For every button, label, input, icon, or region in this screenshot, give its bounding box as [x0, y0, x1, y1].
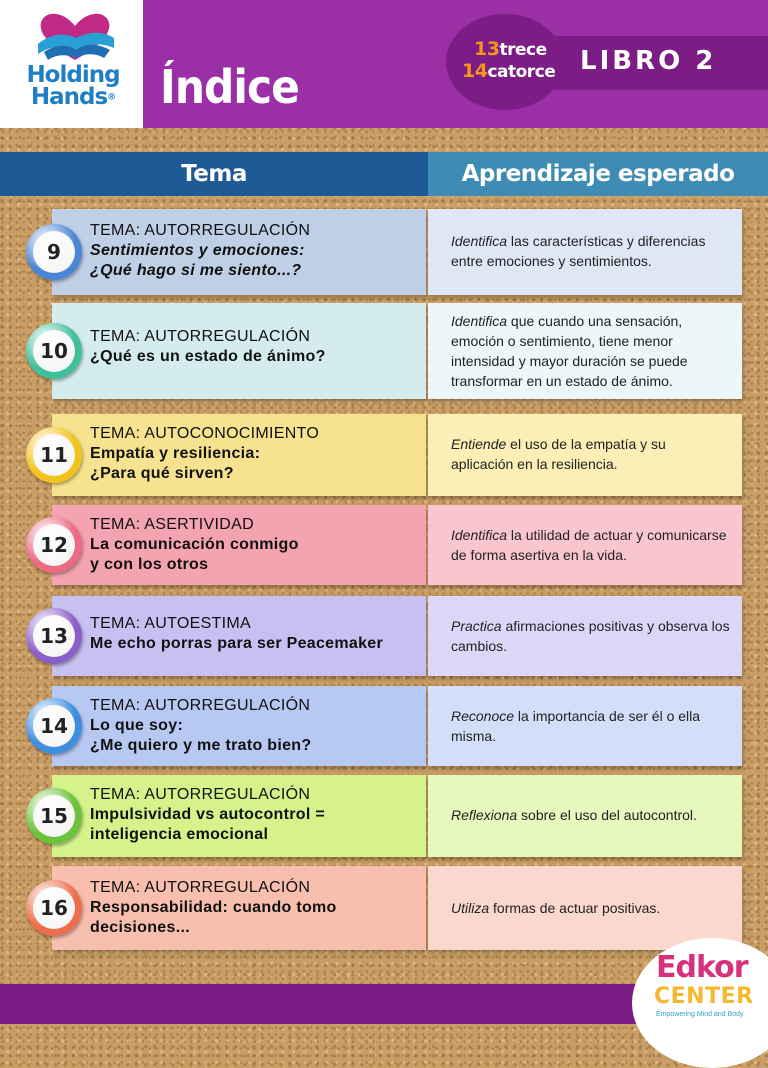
topic-subtitle: Responsabilidad: cuando tomo	[90, 899, 337, 916]
lesson-number: 16	[33, 887, 75, 929]
lesson-number-badge	[26, 517, 82, 573]
lesson-number-badge	[26, 224, 82, 280]
learning-text	[451, 434, 731, 474]
topic-subtitle: Impulsividad vs autocontrol =	[90, 806, 325, 823]
lesson-number-badge	[26, 788, 82, 844]
edkor-logo-text: Edkor	[656, 950, 748, 985]
learning-cell	[428, 414, 742, 496]
column-header-aprendizaje: Aprendizaje esperado	[428, 152, 768, 196]
lesson-number: 9	[33, 231, 75, 273]
topic-subtitle: inteligencia emocional	[90, 826, 269, 843]
topic-subtitle: ¿Para qué sirven?	[90, 465, 234, 482]
learning-description: que cuando una sensación, emoción o sentimiento, tiene menor intensidad y mayor duración se puede transformar en un estado de ánimo.	[451, 313, 688, 389]
lesson-number: 10	[33, 330, 75, 372]
topic-text	[90, 327, 420, 367]
age-badge-line-2: 14catorce	[462, 60, 556, 82]
topic-subtitle: Me echo porras para ser Peacemaker	[90, 635, 384, 652]
logo-container	[0, 0, 143, 128]
topic-subtitle: y con los otros	[90, 556, 209, 573]
learning-text	[451, 231, 731, 271]
lesson-number: 15	[33, 795, 75, 837]
topic-text	[90, 696, 420, 756]
topic-label: TEMA: AUTORREGULACIÓN	[90, 328, 311, 345]
topic-text	[90, 785, 420, 845]
learning-text	[451, 525, 731, 565]
topic-cell	[52, 775, 426, 857]
topic-label: TEMA: AUTORREGULACIÓN	[90, 879, 311, 896]
learning-verb: Identifica	[451, 313, 508, 329]
topic-cell	[52, 414, 426, 496]
topic-subtitle: Lo que soy:	[90, 717, 184, 734]
learning-cell	[428, 303, 742, 399]
learning-cell	[428, 775, 742, 857]
learning-verb: Identifica	[451, 233, 508, 249]
topic-subtitle: La comunicación conmigo	[90, 536, 299, 553]
topic-subtitle: ¿Me quiero y me trato bien?	[90, 737, 312, 754]
topic-text	[90, 424, 420, 484]
edkor-center-text: CENTER	[654, 984, 754, 1009]
logo-wordmark: Holding Hands®	[26, 62, 120, 110]
learning-cell	[428, 209, 742, 295]
lesson-number: 11	[33, 434, 75, 476]
topic-label: TEMA: AUTORREGULACIÓN	[90, 222, 311, 239]
learning-text	[451, 311, 731, 391]
learning-cell	[428, 505, 742, 585]
learning-description: afirmaciones positivas y observa los cambios.	[451, 618, 730, 654]
topic-cell	[52, 686, 426, 766]
table-row	[52, 686, 742, 766]
topic-cell	[52, 303, 426, 399]
lesson-number-badge	[26, 608, 82, 664]
topic-subtitle: Empatía y resiliencia:	[90, 445, 261, 462]
learning-text	[451, 805, 731, 825]
topic-text	[90, 221, 420, 281]
page-title: Índice	[160, 60, 299, 114]
learning-description: formas de actuar positivas.	[489, 900, 661, 916]
topic-text	[90, 878, 420, 938]
topic-subtitle: decisiones...	[90, 919, 190, 936]
table-row	[52, 866, 742, 950]
topic-label: TEMA: AUTOESTIMA	[90, 615, 251, 632]
age-badge-line-1: 13trece	[474, 38, 547, 60]
lesson-number: 13	[33, 615, 75, 657]
learning-verb: Reconoce	[451, 708, 515, 724]
learning-verb: Utiliza	[451, 900, 490, 916]
topic-text	[90, 515, 420, 575]
learning-cell	[428, 596, 742, 676]
edkor-tagline: Empowering Mind and Body	[656, 1011, 744, 1018]
topic-label: TEMA: AUTOCONOCIMIENTO	[90, 425, 320, 442]
topic-text	[90, 614, 420, 654]
table-row	[52, 209, 742, 295]
topic-cell	[52, 209, 426, 295]
learning-verb: Practica	[451, 618, 502, 634]
learning-description: el uso de la empatía y su aplicación en la resiliencia.	[451, 436, 666, 472]
learning-description: sobre el uso del autocontrol.	[517, 807, 697, 823]
learning-text	[451, 898, 731, 918]
topic-cell	[52, 505, 426, 585]
column-header-tema: Tema	[0, 152, 428, 196]
learning-text	[451, 706, 731, 746]
learning-text	[451, 616, 731, 656]
table-row	[52, 596, 742, 676]
topic-cell	[52, 596, 426, 676]
learning-description: la importancia de ser él o ella misma.	[451, 708, 701, 744]
learning-description: la utilidad de actuar y comunicarse de forma asertiva en la vida.	[451, 527, 727, 563]
learning-description: las características y diferencias entre emociones y sentimientos.	[451, 233, 706, 269]
lesson-number: 14	[33, 705, 75, 747]
libro-label: LIBRO 2	[580, 46, 717, 76]
topic-subtitle: Sentimientos y emociones:	[90, 242, 305, 259]
table-row	[52, 303, 742, 399]
learning-verb: Reflexiona	[451, 807, 518, 823]
topic-subtitle: ¿Qué hago si me siento...?	[90, 262, 302, 279]
topic-subtitle: ¿Qué es un estado de ánimo?	[90, 348, 326, 365]
lesson-number: 12	[33, 524, 75, 566]
learning-cell	[428, 686, 742, 766]
learning-verb: Identifica	[451, 527, 508, 543]
lesson-number-badge	[26, 427, 82, 483]
topic-label: TEMA: AUTORREGULACIÓN	[90, 697, 311, 714]
table-row	[52, 505, 742, 585]
learning-cell	[428, 866, 742, 950]
topic-label: TEMA: AUTORREGULACIÓN	[90, 786, 311, 803]
learning-verb: Entiende	[451, 436, 507, 452]
holding-hands-logo-icon	[30, 8, 120, 66]
lesson-number-badge	[26, 698, 82, 754]
table-row	[52, 775, 742, 857]
lesson-number-badge	[26, 880, 82, 936]
topic-cell	[52, 866, 426, 950]
lesson-number-badge	[26, 323, 82, 379]
topic-label: TEMA: ASERTIVIDAD	[90, 516, 254, 533]
table-row	[52, 414, 742, 496]
